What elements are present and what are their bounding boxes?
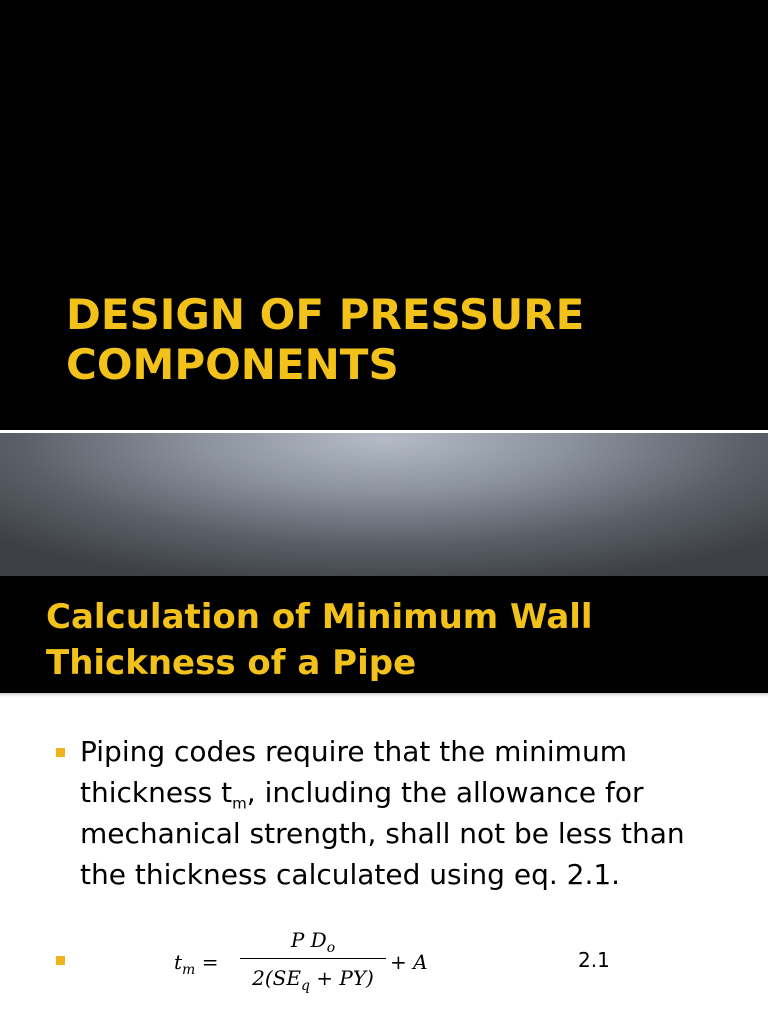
eq-den-end: + PY) — [309, 966, 374, 990]
bullet-text-piping-codes — [80, 731, 720, 895]
equation-numerator — [240, 928, 386, 956]
eq-equals: = — [201, 950, 219, 974]
equation-denominator — [240, 966, 386, 994]
content-slide-header — [0, 576, 768, 693]
eq-plus: + — [390, 950, 407, 974]
bullet-line-2-start: thickness t — [80, 776, 233, 809]
title-slide — [0, 0, 768, 430]
equation-lhs — [174, 950, 218, 978]
bullet-line-4: the thickness calculated using eq. 2.1. — [80, 858, 621, 891]
eq-num-sub: o — [326, 940, 336, 956]
gradient-band — [0, 433, 768, 576]
fraction-bar — [240, 958, 386, 959]
content-slide-title — [46, 594, 746, 686]
equation-rhs — [390, 950, 428, 974]
bullet-line-2-end: , including the allowance for — [246, 776, 644, 809]
content-title-line-2: Thickness of a Pipe — [46, 643, 417, 683]
bullet-line-3: mechanical strength, shall not be less than — [80, 817, 685, 850]
content-title-line-1: Calculation of Minimum Wall — [46, 597, 593, 637]
content-slide — [0, 576, 768, 1024]
eq-t: t — [174, 950, 183, 974]
header-edge — [0, 693, 768, 697]
title-line-2: COMPONENTS — [66, 340, 399, 389]
eq-num-var: P D — [290, 928, 327, 952]
bullet-subscript: m — [232, 794, 247, 813]
eq-t-sub: m — [182, 962, 196, 978]
eq-allowance: A — [413, 950, 428, 974]
title-slide-heading — [66, 290, 746, 390]
bullet-square-icon — [56, 748, 65, 757]
bullet-square-icon — [56, 956, 65, 965]
eq-den-start: 2(SE — [252, 966, 301, 990]
eq-den-sub: q — [300, 978, 310, 994]
title-line-1: DESIGN OF PRESSURE — [66, 290, 585, 339]
equation-number: 2.1 — [578, 948, 610, 972]
bullet-line-1: Piping codes require that the minimum — [80, 735, 627, 768]
